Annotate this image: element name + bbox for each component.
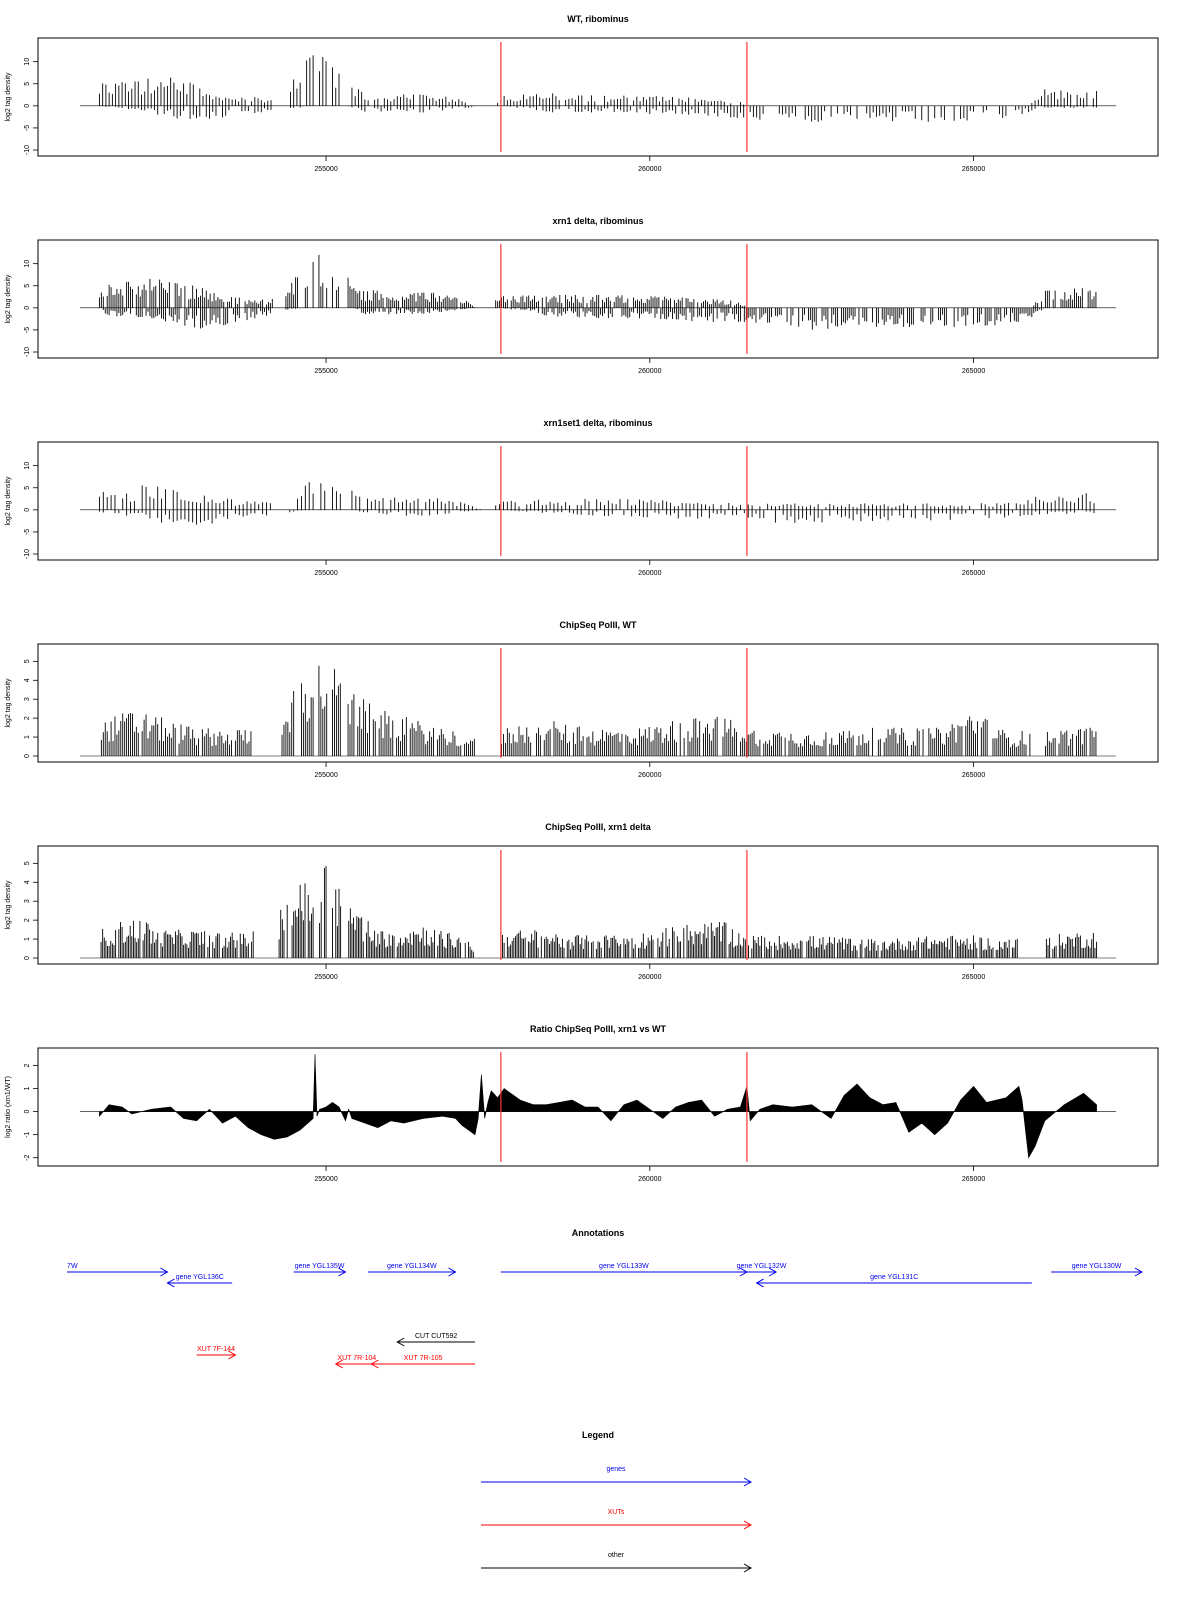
feature-gene-ygl133w [501, 1263, 747, 1276]
panel-1 [5, 216, 1158, 375]
panel-2 [5, 418, 1158, 577]
y-tick-label: -5 [24, 326, 31, 334]
y-tick-label: 1 [24, 735, 31, 740]
legend-title: Legend [581, 1430, 615, 1440]
panel-title: xrn1 delta, ribominus [552, 216, 644, 226]
feature-xut-7r-105 [371, 1355, 475, 1368]
y-axis-label: log2 tag density [5, 72, 12, 122]
x-tick-label: 265000 [961, 1176, 986, 1183]
feature-xut-7f-144 [197, 1346, 236, 1359]
feature-gene-ygl130w [1051, 1263, 1142, 1276]
y-tick-label: 2 [24, 1063, 31, 1068]
feature-label: gene YGL136C [175, 1274, 224, 1281]
panel-title: ChipSeq PolII, WT [559, 620, 637, 630]
y-tick-label: 3 [24, 697, 31, 702]
y-tick-label: 0 [24, 1109, 31, 1114]
legend-label: genes [606, 1466, 626, 1473]
x-tick-label: 265000 [961, 974, 986, 981]
feature-label: gene YGL131C [870, 1274, 919, 1281]
y-tick-label: -5 [24, 528, 31, 536]
feature-label: gene YGL135W [294, 1263, 345, 1270]
y-tick-label: 0 [24, 956, 31, 960]
feature-gene-ygl136c [167, 1274, 232, 1287]
x-tick-label: 260000 [638, 974, 662, 981]
y-tick-label: 4 [24, 678, 31, 683]
feature-label: XUT 7R-105 [403, 1355, 443, 1362]
bars [99, 482, 1094, 524]
y-tick-label: 0 [24, 507, 31, 512]
panel-5 [5, 1024, 1158, 1183]
legend-label: XUTs [607, 1509, 625, 1516]
y-tick-label: 2 [24, 716, 31, 721]
y-tick-label: 1 [24, 937, 31, 942]
y-tick-label: -10 [24, 548, 31, 560]
panel-0 [5, 14, 1158, 173]
feature-label: XUT 7F-144 [196, 1346, 235, 1353]
y-tick-label: -5 [24, 124, 31, 132]
x-tick-label: 255000 [314, 570, 338, 577]
feature-label: CUT CUT592 [414, 1333, 458, 1340]
y-axis-label: log2 tag density [5, 880, 12, 930]
plot-frame [38, 442, 1158, 560]
feature-gene-ygl131c [757, 1274, 1032, 1287]
feature-gene-ygl135w [294, 1263, 346, 1276]
annotations-panel [67, 1228, 1142, 1368]
x-tick-label: 255000 [314, 1176, 338, 1183]
y-tick-label: 5 [24, 659, 31, 664]
feature-xut-7r-104 [336, 1355, 378, 1368]
y-tick-label: 10 [24, 57, 31, 66]
x-tick-label: 265000 [961, 772, 986, 779]
panel-title: Annotations [571, 1228, 625, 1238]
y-tick-label: -2 [24, 1154, 31, 1161]
feature-label: gene YGL134W [387, 1263, 437, 1270]
feature-label: XUT 7R-104 [337, 1355, 377, 1362]
x-tick-label: 265000 [961, 368, 986, 375]
feature-label: 7W [67, 1263, 78, 1270]
feature-cut-cut592 [397, 1333, 475, 1346]
feature-label: gene YGL132W [736, 1263, 787, 1270]
ratio-area [99, 1054, 1096, 1158]
legend-entry-xuts [481, 1509, 751, 1529]
y-tick-label: 3 [24, 899, 31, 904]
legend-entry-other [481, 1552, 751, 1572]
y-tick-label: 1 [24, 1086, 31, 1091]
panel-title: xrn1set1 delta, ribominus [543, 418, 653, 428]
x-tick-label: 260000 [638, 772, 662, 779]
y-tick-label: 0 [24, 103, 31, 108]
y-tick-label: 10 [24, 461, 31, 470]
panel-title: ChipSeq PolII, xrn1 delta [545, 822, 651, 832]
feature-label: gene YGL130W [1071, 1263, 1122, 1270]
x-tick-label: 255000 [314, 974, 338, 981]
panel-title: Ratio ChipSeq PolII, xrn1 vs WT [529, 1024, 667, 1034]
x-tick-label: 260000 [638, 368, 662, 375]
x-tick-label: 255000 [314, 368, 338, 375]
panel-title: WT, ribominus [567, 14, 629, 24]
bars [99, 55, 1096, 122]
y-tick-label: 0 [24, 754, 31, 758]
y-tick-label: -1 [24, 1131, 31, 1138]
y-axis-label: log2 tag density [5, 274, 12, 324]
legend-panel [481, 1430, 751, 1572]
y-axis-label: log2 ratio (xrn1/WT) [5, 1076, 12, 1138]
y-tick-label: 4 [24, 880, 31, 885]
feature-label: gene YGL133W [599, 1263, 649, 1270]
y-tick-label: 5 [24, 861, 31, 866]
x-tick-label: 255000 [314, 166, 338, 173]
bars [101, 666, 1096, 756]
y-tick-label: 5 [24, 283, 31, 288]
y-axis-label: log2 tag density [5, 476, 12, 526]
x-tick-label: 265000 [961, 570, 986, 577]
x-tick-label: 260000 [638, 1176, 662, 1183]
x-tick-label: 265000 [961, 166, 986, 173]
bars [99, 255, 1096, 330]
y-tick-label: 10 [24, 259, 31, 268]
y-tick-label: -10 [24, 144, 31, 156]
y-tick-label: -10 [24, 346, 31, 358]
y-tick-label: 0 [24, 305, 31, 310]
panel-3 [5, 620, 1158, 779]
panel-4 [5, 822, 1158, 981]
legend-label: other [608, 1552, 624, 1559]
feature-gene-ygl137w [67, 1263, 167, 1276]
legend-entry-genes [481, 1466, 751, 1486]
y-tick-label: 5 [24, 81, 31, 86]
y-tick-label: 2 [24, 918, 31, 923]
y-tick-label: 5 [24, 485, 31, 490]
x-tick-label: 255000 [314, 772, 338, 779]
x-tick-label: 260000 [638, 570, 662, 577]
x-tick-label: 260000 [638, 166, 662, 173]
bars [101, 866, 1097, 958]
y-axis-label: log2 tag density [5, 678, 12, 728]
feature-gene-ygl134w [368, 1263, 455, 1276]
